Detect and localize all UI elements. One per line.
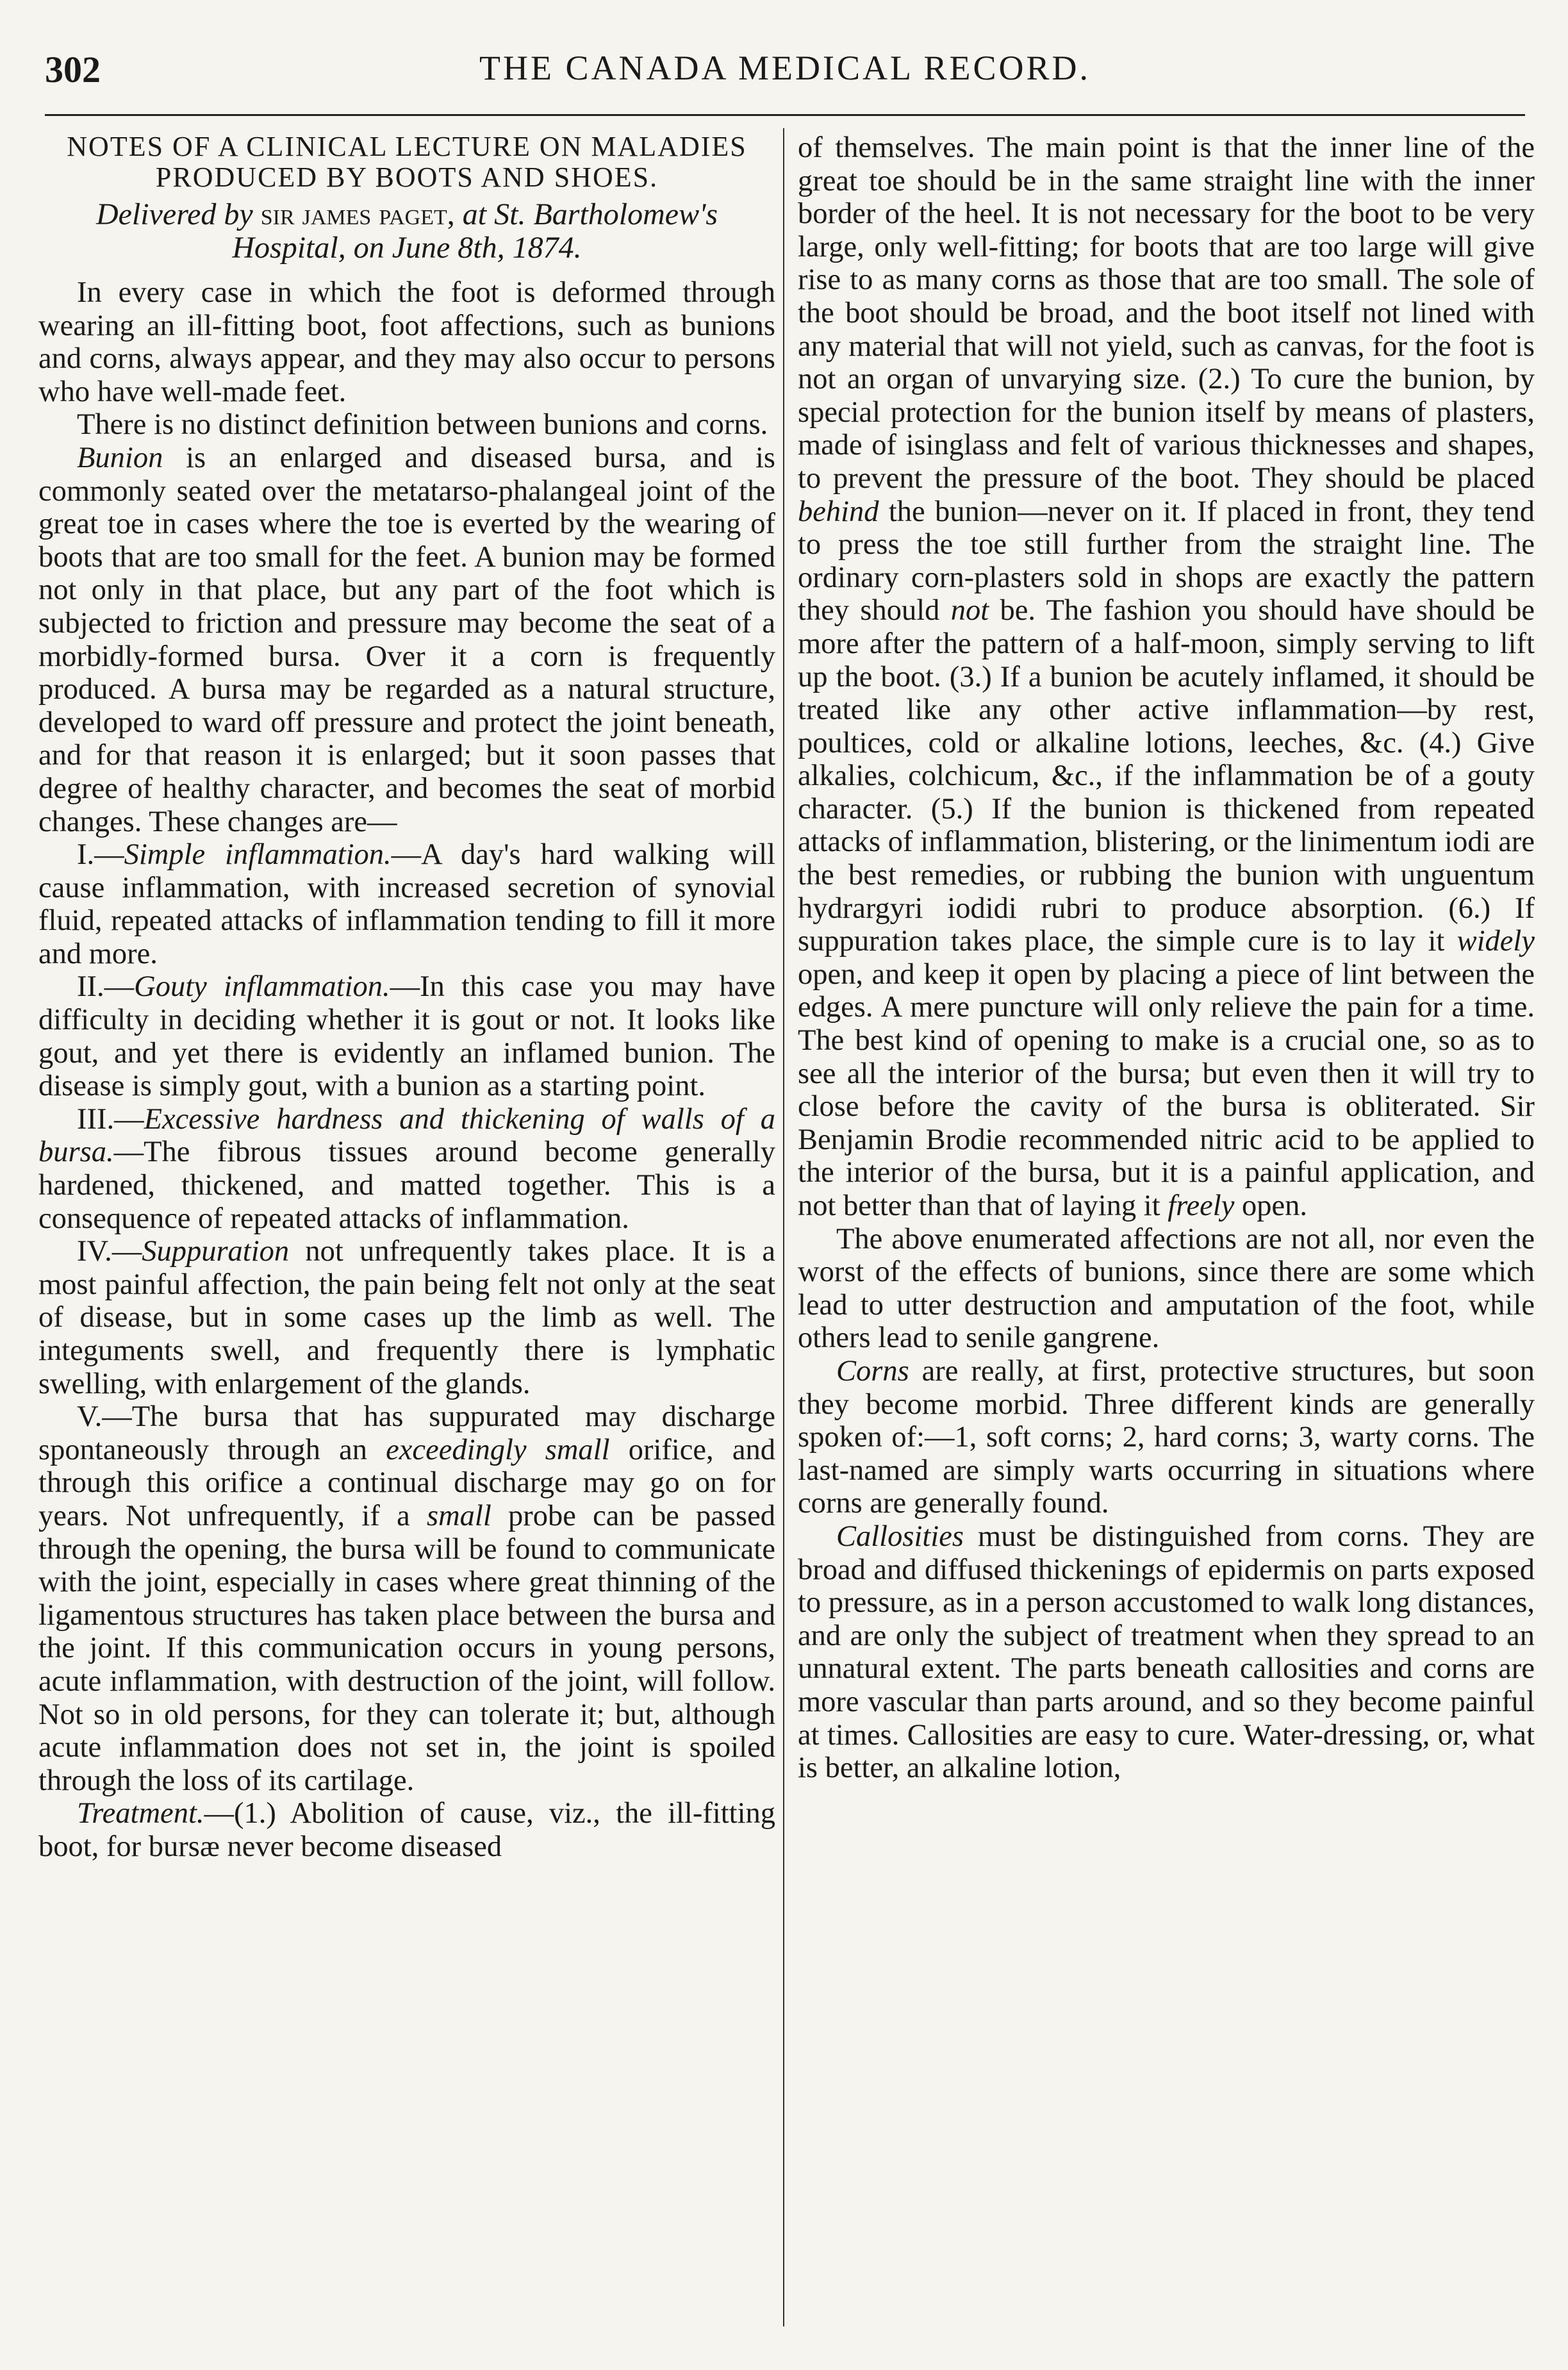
change-iv-term: Suppuration <box>142 1235 290 1268</box>
change-discharge <box>38 1400 775 1797</box>
treatment-text: —(1.) Abolition of cause, viz., the ill-fitting boot, for bursæ never become diseased <box>38 1797 775 1863</box>
article-byline <box>38 198 775 265</box>
emphasis-freely: freely <box>1168 1189 1235 1222</box>
change-iv-text: not unfrequently takes place. It is a most painful affection, the pain being felt not only at the seat of disease, but in some cases up the limb as well. The integuments swell, and frequently there is lymphatic swelling, with enlargement of the glands. <box>38 1235 775 1400</box>
paragraph-effects: The above enumerated affections are not all, nor even the worst of the effects of bunions, since there are some which lead to utter destruction and amputation of the foot, while others lead to senile gangrene. <box>798 1222 1535 1355</box>
corns-text: are really, at first, protective structures, but soon they become morbid. Three different kinds are generally spoken of:—1, soft corns; 2, hard corns; 3, warty corns. The last-named are simply warts occurring in situations where corns are generally found. <box>798 1354 1535 1520</box>
change-v-emphasis-1: exceedingly small <box>386 1433 610 1466</box>
change-suppuration <box>38 1235 775 1400</box>
byline-author: sir james paget, <box>260 197 455 231</box>
change-i-number: I.— <box>77 838 124 872</box>
byline-prefix: Delivered by <box>95 197 261 231</box>
running-title: THE CANADA MEDICAL RECORD. <box>479 49 1091 87</box>
change-v-text-c: probe can be passed through the opening, the bursa will be found to communicate with the joint, especially in cases where great thinning of the ligamentous structures has taken place between the bursa and the joint. If this communication occurs in young persons, acute inflammation, with destruction of the joint, will follow. Not so in old persons, for they can tolerate it; but, although acute inflammation does not set in, the joint is spoiled through the loss of its cartilage. <box>38 1499 775 1797</box>
emphasis-behind: behind <box>798 495 879 528</box>
change-iv-number: IV.— <box>77 1235 142 1268</box>
page-header <box>45 48 1525 106</box>
right-column <box>798 131 1535 1785</box>
paragraph-treatment <box>38 1797 775 1863</box>
left-column <box>38 131 775 1864</box>
term-callosities: Callosities <box>836 1520 964 1553</box>
term-corns: Corns <box>836 1354 909 1388</box>
emphasis-not: not <box>950 594 989 627</box>
term-treatment: Treatment. <box>77 1797 204 1830</box>
page-number: 302 <box>45 49 101 90</box>
change-iii-text: —The fibrous tissues around become generally hardened, thickened, and matted together. This is a consequence of repeated attacks of inflammation. <box>38 1136 775 1235</box>
paragraph-definition: There is no distinct definition between bunions and corns. <box>77 408 768 442</box>
continued-text-a: of themselves. The main point is that the inner line of the great toe should be in the same straight line with the inner border of the heel. It is not necessary for the boot to be very large, only well-fitting; for boots that are too large will give rise to as many corns as those that are too small. The sole of the boot should be broad, and the boot itself not lined with any material that will not yield, such as canvas, for the foot is not an organ of unvarying size. (2.) To cure the bunion, by special protection for the bunion itself by means of plasters, made of isinglass and felt of various thicknesses and shapes, to prevent the pressure of the boot. They should be placed <box>798 131 1535 495</box>
term-bunion: Bunion <box>77 441 163 474</box>
column-divider <box>783 128 784 2326</box>
continued-text-c: be. The fashion you should have should be more after the pattern of a half-moon, simply serving to lift up the boot. (3.) If a bunion be acutely inflamed, it should be treated like any other active inflammation—by rest, poultices, cold or alkaline lotions, leeches, &c. (4.) Give alkalies, colchicum, &c., if the inflammation be of a gouty character. (5.) If the bunion is thickened from repeated attacks of inflammation, blistering, or the linimentum iodi are the best remedies, or rubbing the bunion with unguentum hydrargyri iodidi rubri to produce absorption. (6.) If suppuration takes place, the simple cure is to lay it <box>798 594 1535 958</box>
bunion-text: is an enlarged and diseased bursa, and is commonly seated over the metatarso-phalangeal joint of the great toe in cases where the toe is everted by the wearing of boots that are too small for the feet. A bunion may be formed not only in that place, but any part of the foot which is subjected to friction and pressure may become the seat of a morbidly-formed bursa. Over it a corn is frequently produced. A bursa may be regarded as a natural structure, developed to ward off pressure and protect the joint beneath, and for that reason it is enlarged; but it soon passes that degree of healthy character, and becomes the seat of morbid changes. These changes are— <box>38 441 775 838</box>
callosities-text: must be distinguished from corns. They are broad and diffused thickenings of epidermis on parts exposed to pressure, as in a person accustomed to walk long distances, and are only the subject of treatment when they spread to an unnatural extent. The parts beneath callosities and corns are more vascular than parts around, and so they become painful at times. Callosities are easy to cure. Water-dressing, or, what is better, an alkaline lotion, <box>798 1520 1535 1785</box>
change-i-term: Simple inflammation. <box>124 838 392 872</box>
change-excessive-hardness <box>38 1103 775 1235</box>
change-iii-term: Excessive hardness and thickening of walls of a bursa. <box>38 1102 775 1169</box>
change-iii-number: III.— <box>77 1102 144 1136</box>
paragraph-treatment-continued <box>798 131 1535 1223</box>
continued-text-e: open. <box>1234 1189 1308 1222</box>
change-ii-text: —In this case you may have difficulty in deciding whether it is gout or not. It looks like gout, and yet there is evidently an inflamed bunion. The disease is simply gout, with a bunion as a starting point. <box>38 970 775 1103</box>
change-i-text: —A day's hard walking will cause inflammation, with increased secretion of synovial fluid, repeated attacks of inflammation tending to fill it more and more. <box>38 838 775 970</box>
change-v-text-a: V.—The bursa that has suppurated may discharge spontaneously through an <box>38 1400 775 1466</box>
paragraph-bunion <box>38 442 775 838</box>
continued-text-d: open, and keep it open by placing a piece of lint between the edges. A mere puncture will only relieve the pain for a time. The best kind of opening to make is a crucial one, so as to see all the interior of the bursa; but even then it will try to close before the cavity of the bursa is obliterated. Sir Benjamin Brodie recommended nitric acid to be applied to the interior of the bursa, but it is a painful application, and not better than that of laying it <box>798 957 1535 1222</box>
change-ii-term: Gouty inflammation. <box>134 970 390 1004</box>
change-v-text-b: orifice, and through this orifice a continual discharge may go on for years. Not unfrequently, if a <box>38 1433 775 1532</box>
paragraph-corns <box>798 1355 1535 1520</box>
continued-text-b: the bunion—never on it. If placed in front, they tend to press the toe still further from the straight line. The ordinary corn-plasters sold in shops are exactly the pattern they should <box>798 495 1535 627</box>
header-rule <box>45 114 1525 116</box>
article-title: NOTES OF A CLINICAL LECTURE ON MALADIES PRODUCED BY BOOTS AND SHOES. <box>67 131 747 193</box>
change-gouty-inflammation <box>38 970 775 1102</box>
change-v-emphasis-2: small <box>426 1499 491 1532</box>
paragraph-callosities <box>798 1520 1535 1785</box>
change-ii-number: II.— <box>77 970 135 1004</box>
byline-suffix: at St. Bartholomew's Hospital, on June 8th, 1874. <box>232 197 718 265</box>
paragraph-intro: In every case in which the foot is deformed through wearing an ill-fitting boot, foot affections, such as bunions and corns, always appear, and they may also occur to persons who have well-made feet. <box>38 276 775 408</box>
change-simple-inflammation <box>38 838 775 970</box>
emphasis-widely: widely <box>1457 925 1535 958</box>
